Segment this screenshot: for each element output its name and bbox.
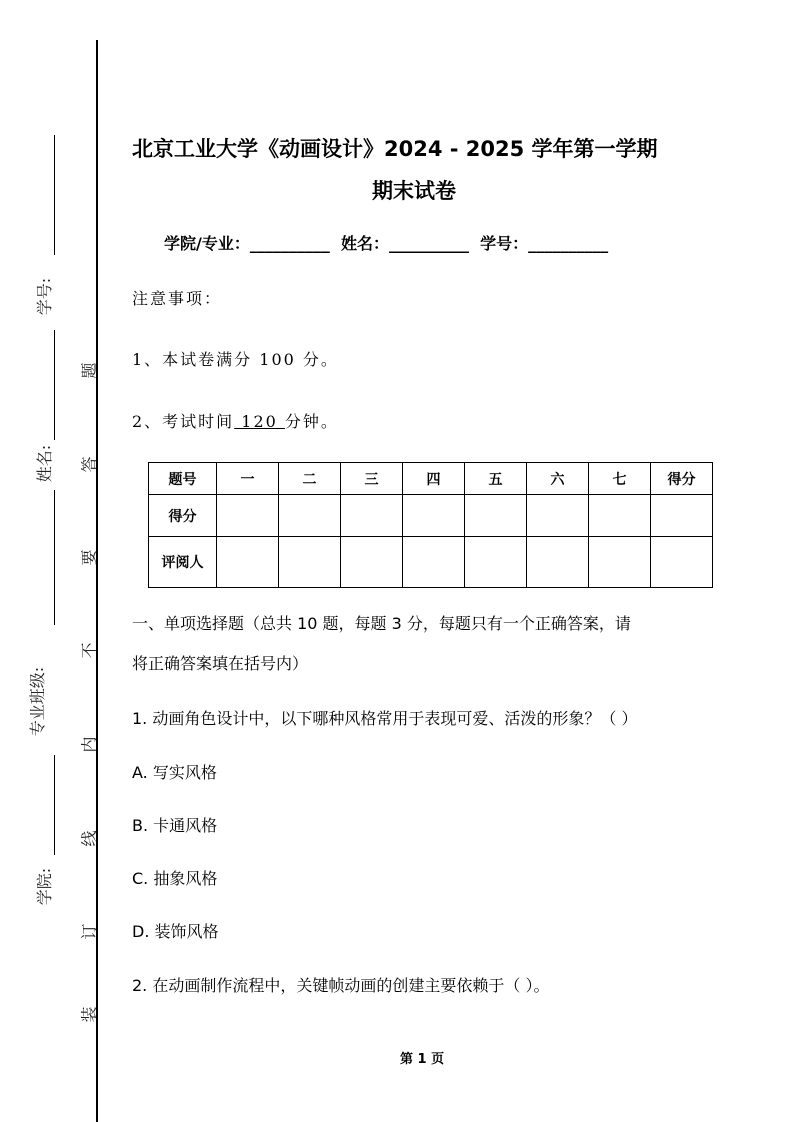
score-cell[interactable] <box>341 495 403 537</box>
blank-line <box>54 490 55 625</box>
table-header: 题号 <box>149 463 217 495</box>
score-cell[interactable] <box>403 495 465 537</box>
title-line2: 期末试卷 <box>372 179 456 203</box>
question-2: 2. 在动画制作流程中，关键帧动画的创建主要依赖于（ ）。 <box>132 976 550 995</box>
section-heading: 一、单项选择题（总共 10 题，每题 3 分，每题只有一个正确答案，请 <box>132 614 631 633</box>
seal-char: 答 <box>79 456 99 473</box>
name-label: 姓名: <box>35 444 55 483</box>
row-label: 评阅人 <box>149 537 217 588</box>
name-blank[interactable]: __________ <box>389 234 470 253</box>
grader-cell[interactable] <box>465 537 527 588</box>
seal-char: 内 <box>79 736 99 753</box>
notes-heading: 注意事项： <box>132 289 223 308</box>
student-id-label: 学号: <box>35 277 55 316</box>
seal-char: 装 <box>79 1006 99 1023</box>
score-cell[interactable] <box>279 495 341 537</box>
score-cell[interactable] <box>589 495 651 537</box>
student-id-blank[interactable]: __________ <box>528 234 609 253</box>
table-header: 一 <box>217 463 279 495</box>
grader-cell[interactable] <box>651 537 713 588</box>
grader-cell[interactable] <box>341 537 403 588</box>
question-1: 1. 动画角色设计中，以下哪种风格常用于表现可爱、活泼的形象？（ ） <box>132 709 638 728</box>
row-label: 得分 <box>149 495 217 537</box>
seal-char: 题 <box>79 362 99 379</box>
seal-char: 订 <box>79 923 99 940</box>
score-cell[interactable] <box>651 495 713 537</box>
table-header: 二 <box>279 463 341 495</box>
option-c: C. 抽象风格 <box>132 869 218 888</box>
name-label: 姓名： <box>341 234 390 253</box>
grader-cell[interactable] <box>589 537 651 588</box>
binding-line <box>96 40 98 1122</box>
note-1: 1、本试卷满分 100 分。 <box>132 350 339 369</box>
table-header: 六 <box>527 463 589 495</box>
score-table <box>148 462 713 588</box>
college-major-label: 学院/专业： <box>164 234 250 253</box>
table-header: 三 <box>341 463 403 495</box>
note-2 <box>132 409 339 432</box>
table-header: 五 <box>465 463 527 495</box>
page-number: 第 1 页 <box>400 1052 445 1067</box>
seal-char: 要 <box>79 549 99 566</box>
score-cell[interactable] <box>527 495 589 537</box>
blank-line <box>54 135 55 255</box>
option-a: A. 写实风格 <box>132 763 217 782</box>
grader-cell[interactable] <box>279 537 341 588</box>
blank-line <box>54 755 55 855</box>
grader-cell[interactable] <box>527 537 589 588</box>
grader-cell[interactable] <box>217 537 279 588</box>
college-label: 学院: <box>35 867 55 906</box>
score-cell[interactable] <box>465 495 527 537</box>
seal-char: 不 <box>79 642 99 659</box>
section-heading-cont: 将正确答案填在括号内） <box>132 654 309 673</box>
score-cell[interactable] <box>217 495 279 537</box>
seal-char: 线 <box>79 830 99 847</box>
table-header: 得分 <box>651 463 713 495</box>
option-d: D. 装饰风格 <box>132 922 219 941</box>
class-label: 专业班级: <box>28 666 48 737</box>
college-major-blank[interactable]: __________ <box>249 234 330 253</box>
table-header: 七 <box>589 463 651 495</box>
student-id-label: 学号： <box>480 234 529 253</box>
exam-duration: 120 <box>234 412 285 431</box>
blank-line <box>54 330 55 440</box>
grader-cell[interactable] <box>403 537 465 588</box>
option-b: B. 卡通风格 <box>132 816 218 835</box>
note-2-text: 2、考试时间 <box>132 412 235 431</box>
title-line1: 北京工业大学《动画设计》2024 - 2025 学年第一学期 <box>132 137 658 161</box>
note-2-suffix: 分钟。 <box>284 412 339 431</box>
table-header: 四 <box>403 463 465 495</box>
